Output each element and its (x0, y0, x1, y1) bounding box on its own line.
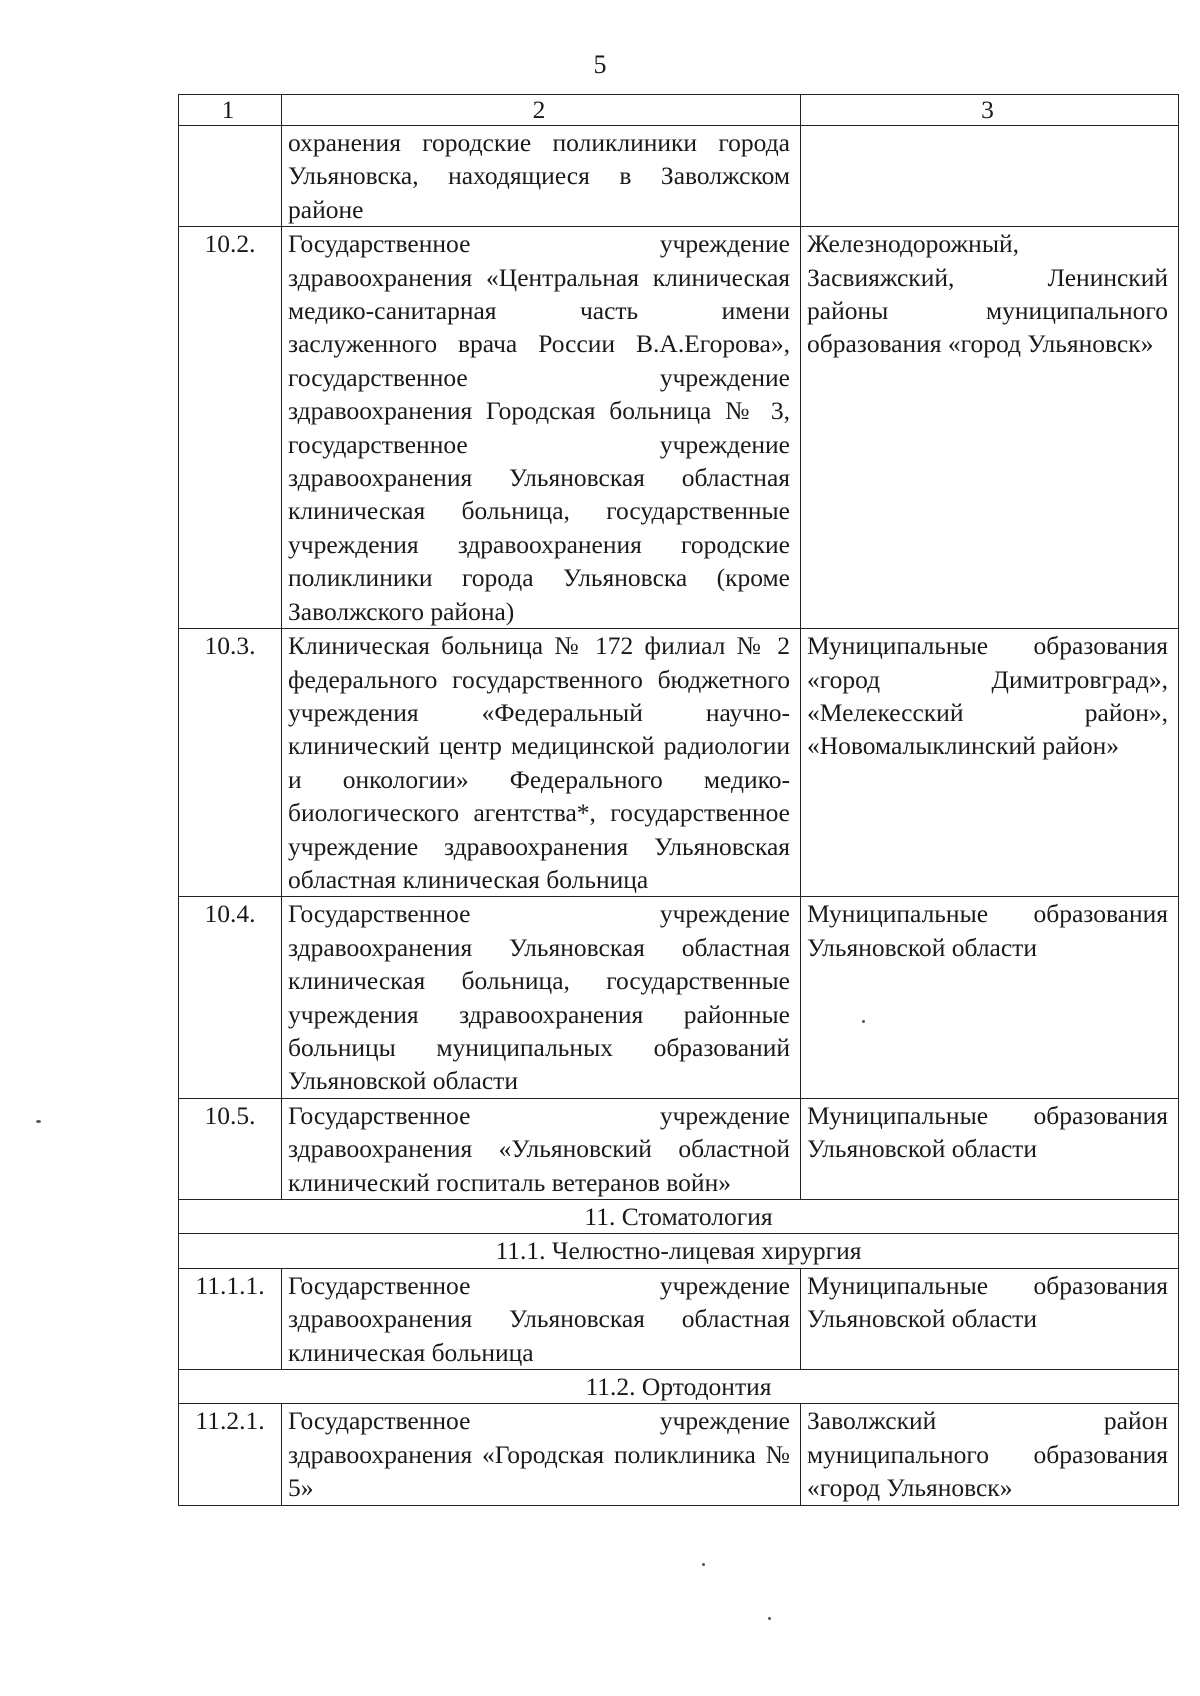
row-number: 11.2.1. (179, 1404, 282, 1505)
scan-speck (862, 1020, 865, 1023)
section-heading: 11. Стоматология (179, 1200, 1179, 1234)
document-table (178, 94, 1179, 1506)
territory-cell: Муниципальные образования Ульяновской области (801, 1098, 1179, 1199)
page-number: 5 (593, 50, 607, 79)
column-header-1: 1 (179, 95, 282, 126)
row-number: 10.3. (179, 629, 282, 897)
institution-cell: Государственное учреждение здравоохранения «Центральная клиническая медико-санитарная часть имени заслуженного врача России В.А.Егорова», государственное учреждение здравоохранения Городская больница № 3, государственное учреждение здравоохранения Ульяновская областная клиническая больница, государственные учреждения здравоохранения городские поликлиники города Ульяновска (кроме Заволжского района) (282, 227, 801, 629)
table-row (179, 126, 1179, 227)
row-number: 10.4. (179, 897, 282, 1098)
institution-cell: Клиническая больница № 172 филиал № 2 федерального государственного бюджетного учреждения «Федеральный научно-клинический центр медицинской радиологии и онкологии» Федерального медико-биологического агентства*, государственное учреждение здравоохранения Ульяновская областная клиническая больница (282, 629, 801, 897)
institution-cell: Государственное учреждение здравоохранения «Ульяновский областной клинический госпиталь ветеранов войн» (282, 1098, 801, 1199)
table-row (179, 1268, 1179, 1369)
subsection-heading: 11.2. Ортодонтия (179, 1370, 1179, 1404)
section-heading-row (179, 1200, 1179, 1234)
table-header-row (179, 95, 1179, 126)
row-number: 10.5. (179, 1098, 282, 1199)
subsection-heading-row (179, 1234, 1179, 1268)
table-row (179, 1404, 1179, 1505)
institution-cell: Государственное учреждение здравоохранения «Городская поликлиника № 5» (282, 1404, 801, 1505)
subsection-heading-row (179, 1370, 1179, 1404)
column-header-3: 3 (801, 95, 1179, 126)
table-row (179, 1098, 1179, 1199)
scan-speck (768, 1617, 771, 1620)
scan-speck (702, 1563, 705, 1566)
territory-cell: Заволжский район муниципального образования «город Ульяновск» (801, 1404, 1179, 1505)
subsection-heading: 11.1. Челюстно-лицевая хирургия (179, 1234, 1179, 1268)
column-header-2: 2 (282, 95, 801, 126)
row-number: 11.1.1. (179, 1268, 282, 1369)
row-number: 10.2. (179, 227, 282, 629)
territory-cell: Муниципальные образования «город Димитровград», «Мелекесский район», «Новомалыклинский район» (801, 629, 1179, 897)
scan-speck (36, 1120, 41, 1123)
territory-cell (801, 126, 1179, 227)
territory-cell: Муниципальные образования Ульяновской области (801, 1268, 1179, 1369)
institution-cell: Государственное учреждение здравоохранения Ульяновская областная клиническая больница (282, 1268, 801, 1369)
territory-cell: Железнодорожный, Засвияжский, Ленинский районы муниципального образования «город Ульяновск» (801, 227, 1179, 629)
institution-cell: охранения городские поликлиники города Ульяновска, находящиеся в Заволжском районе (282, 126, 801, 227)
table-row (179, 629, 1179, 897)
institution-cell: Государственное учреждение здравоохранения Ульяновская областная клиническая больница, государственные учреждения здравоохранения районные больницы муниципальных образований Ульяновской области (282, 897, 801, 1098)
table-row (179, 227, 1179, 629)
territory-cell: Муниципальные образования Ульяновской области (801, 897, 1179, 1098)
table-row (179, 897, 1179, 1098)
row-number (179, 126, 282, 227)
